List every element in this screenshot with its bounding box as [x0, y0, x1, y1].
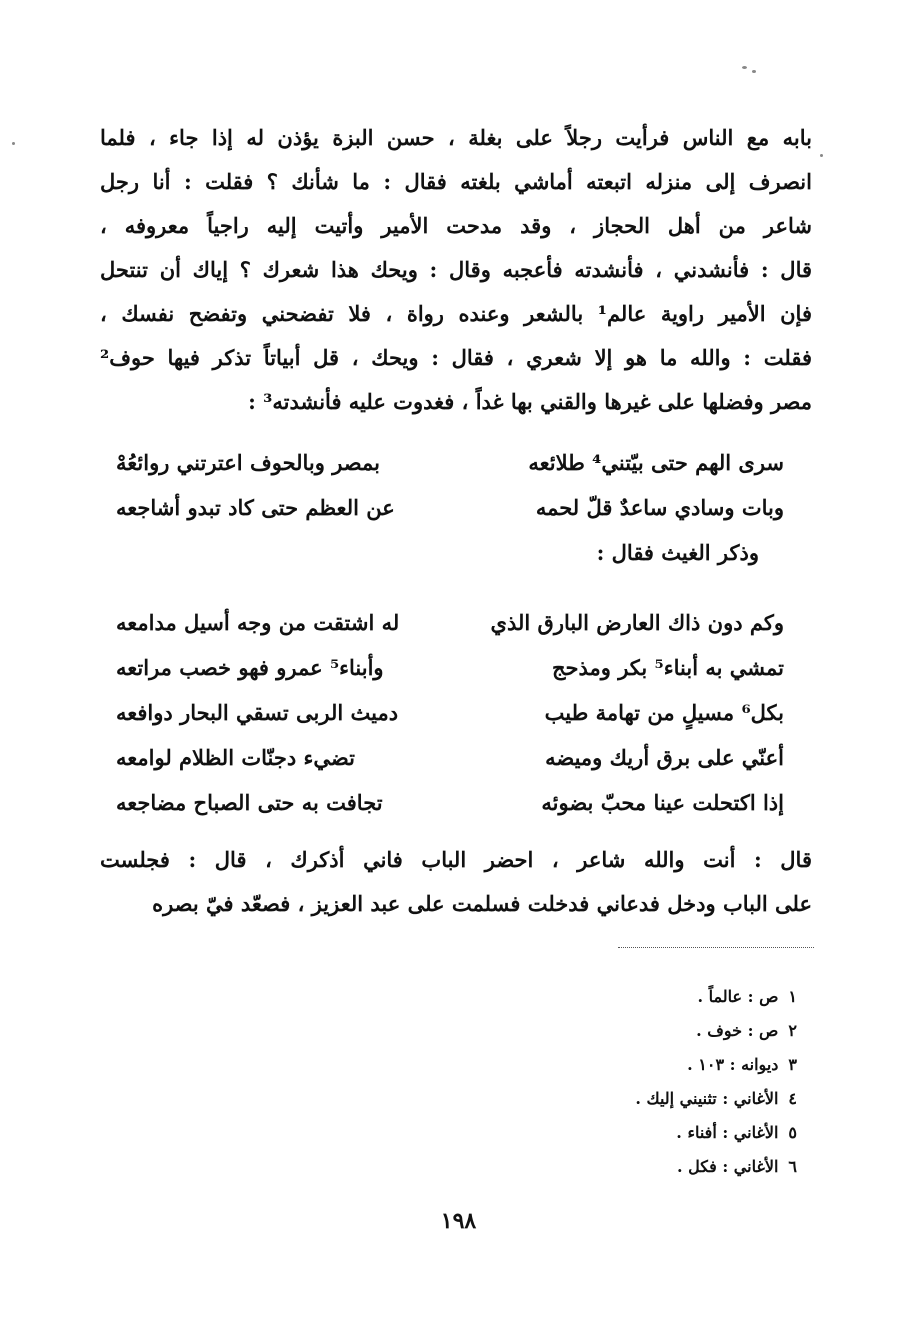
footnote-text: ص : عالماً . — [697, 987, 779, 1006]
prose-line: انصرف إلى منزله اتبعته أماشي بلغته فقال : ما شأنك ؟ فقلت : أنا رجل — [100, 169, 812, 194]
verse — [116, 735, 784, 780]
footnote-text: الأغاني : تثنيني إليك . — [635, 1089, 779, 1108]
verse — [116, 440, 784, 485]
verse-second-hemistich: تجافت به حتى الصباح مضاجعه — [116, 790, 383, 815]
verse-second-hemistich: وأبناء⁵ عمرو فهو خصب مراتعه — [116, 655, 384, 680]
prose-paragraph-bottom — [100, 838, 812, 926]
poem-block-second — [116, 600, 784, 825]
prose-line: شاعر من أهل الحجاز ، وقد مدحت الأمير وأتيت إليه راجياً معروفه ، — [100, 213, 812, 238]
footnote-number: ٣ — [788, 1055, 797, 1074]
verse-second-hemistich: دميث الربى تسقي البحار دوافعه — [116, 700, 399, 725]
verse-second-hemistich: تضيء دجنّات الظلام لوامعه — [116, 745, 355, 770]
footnote-text: الأغاني : فكل . — [677, 1157, 779, 1176]
verse-first-hemistich: سرى الهم حتى بيّتني⁴ طلائعه — [528, 450, 784, 475]
footnote — [635, 1116, 797, 1150]
footnote-number: ٢ — [788, 1021, 797, 1040]
poem-block-first — [116, 440, 784, 530]
footnote-text: ديوانه : ١٠٣ . — [687, 1055, 779, 1074]
footnote — [635, 1048, 797, 1082]
verse-second-hemistich: عن العظم حتى كاد تبدو أشاجعه — [116, 495, 395, 520]
verse — [116, 645, 784, 690]
scan-speck — [12, 142, 15, 145]
verse-first-hemistich: بكل⁶ مسيلٍ من تهامة طيب — [544, 700, 784, 725]
prose-line: بابه مع الناس فرأيت رجلاً على بغلة ، حسن البزة يؤذن له إذا جاء ، فلما — [100, 125, 812, 150]
footnote-text: ص : خوف . — [696, 1021, 779, 1040]
verse — [116, 780, 784, 825]
footnote — [635, 1150, 797, 1184]
scan-speck — [820, 154, 823, 157]
footnote-number: ٤ — [788, 1089, 797, 1108]
prose-paragraph-top — [100, 116, 812, 424]
verse-second-hemistich: بمصر وبالحوف اعترتني روائعُهْ — [116, 450, 380, 475]
verse-first-hemistich: تمشي به أبناء⁵ بكر ومذحج — [551, 655, 784, 680]
scan-speck — [742, 66, 747, 69]
verse — [116, 690, 784, 735]
footnote-number: ٦ — [788, 1157, 797, 1176]
prose-line: قال : فأنشدني ، فأنشدته فأعجبه وقال : ويحك هذا شعرك ؟ إياك أن تنتحل — [100, 257, 812, 282]
verse-first-hemistich: إذا اكتحلت عينا محبّ بضوئه — [541, 790, 784, 815]
verse-second-hemistich: له اشتقت من وجه أسيل مدامعه — [116, 610, 400, 635]
footnote-number: ٥ — [788, 1123, 797, 1142]
verse-first-hemistich: أعنّي على برق أريك وميضه — [545, 745, 784, 770]
footnotes — [635, 980, 797, 1184]
footnote-number: ١ — [788, 987, 797, 1006]
prose-line: فإن الأمير راوية عالم¹ بالشعر وعنده رواة ، فلا تفضحني وتفضح نفسك ، — [100, 301, 812, 326]
verse-first-hemistich: وكم دون ذاك العارض البارق الذي — [490, 610, 784, 635]
prose-line: فقلت : والله ما هو إلا شعري ، فقال : ويحك ، قل أبياتاً تذكر فيها حوف² — [100, 345, 812, 370]
footnote — [635, 1014, 797, 1048]
poem-intro-line: وذكر الغيث فقال : — [596, 540, 759, 565]
footnote — [635, 1082, 797, 1116]
scan-speck — [752, 70, 756, 73]
prose-line: قال : أنت والله شاعر ، احضر الباب فاني أذكرك ، قال : فجلست — [100, 847, 812, 872]
verse-first-hemistich: وبات وسادي ساعدٌ قلّ لحمه — [535, 495, 784, 520]
footnote-text: الأغاني : أفناء . — [676, 1123, 779, 1142]
footnote — [635, 980, 797, 1014]
verse — [116, 485, 784, 530]
prose-line: على الباب ودخل فدعاني فدخلت فسلمت على عبد العزيز ، فصعّد فيّ بصره — [152, 891, 812, 916]
page-number: ١٩٨ — [440, 1208, 477, 1234]
verse — [116, 600, 784, 645]
prose-line: مصر وفضلها على غيرها والقني بها غداً ، فغدوت عليه فأنشدته³ : — [248, 389, 812, 414]
footnote-divider — [618, 947, 814, 948]
